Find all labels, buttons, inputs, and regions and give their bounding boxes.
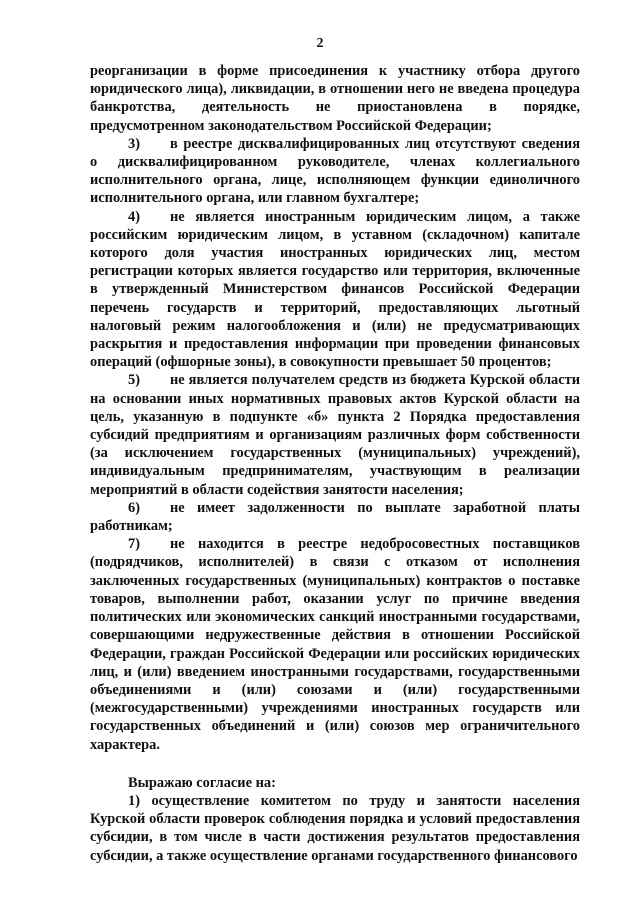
list-item-3 <box>90 135 580 208</box>
list-item-5 <box>90 371 580 498</box>
paragraph-continuation <box>90 62 580 135</box>
list-item-text: не находится в реестре недобросовестных поставщиков (подрядчиков, исполнителей) в связи с отказом от исполнения заключенных государственных (муниципальных) контрактов о поставке товаров, выполнении работ, оказании услуг по причине введения политических или экономических санкций иностранными государствами, совершающими недружественные действия в отношении Российской Федерации, граждан Российской Федерации или российских юридических лиц, и (или) введением иностранными государствами, государственными объединениями и (или) союзами и (или) государственными (межгосударственными) учреждениями иностранных государств или государственных объединений и (или) союзов мер ограничительного характера. <box>90 536 580 753</box>
list-item-text: не имеет задолженности по выплате заработной платы работникам; <box>90 499 580 535</box>
list-item-6 <box>90 499 580 535</box>
page-number: 2 <box>316 36 324 51</box>
list-item-7 <box>90 535 580 753</box>
section-spacer <box>90 754 580 774</box>
list-item-number: 4) <box>128 208 140 225</box>
list-item-number: 7) <box>128 536 140 553</box>
consent-heading: Выражаю согласие на: <box>128 774 276 791</box>
document-body <box>90 62 580 865</box>
paragraph-text: реорганизации в форме присоединения к участнику отбора другого юридического лица), ликвидации, в отношении него не введена процедура банкротства, деятельность не приостановлена в порядке, предусмотренном законодательством Российской Федерации; <box>90 63 580 134</box>
list-item-number: 5) <box>128 372 140 389</box>
list-item-number: 6) <box>128 499 140 516</box>
consent-item-1: 1) осуществление комитетом по труду и занятости населения Курской области проверок соблюдения порядка и условий предоставления субсидии, в том числе в части достижения результатов предоставления субсидии, а также осуществление органами государственного финансового <box>90 792 580 864</box>
list-item-4 <box>90 208 580 372</box>
list-item-text: не является иностранным юридическим лицом, а также российским юридическим лицом, в уставном (складочном) капитале которого доля участия иностранных юридических лиц, местом регистрации которых является государство или территория, включенные в утвержденный Министерством финансов Российской Федерации перечень государств и территорий, предоставляющих льготный налоговый режим налогообложения и (или) не предусматривающих раскрытия и предоставления информации при проведении финансовых операций (офшорные зоны), в совокупности превышает 50 процентов; <box>90 208 580 371</box>
list-item-text: не является получателем средств из бюджета Курской области на основании иных нормативных правовых актов Курской области на цель, указанную в подпункте «б» пункта 2 Порядка предоставления субсидий предприятиям и организациям различных форм собственности (за исключением государственных (муниципальных) учреждений), индивидуальным предпринимателям, участвующим в реализации мероприятий в области содействия занятости населения; <box>90 372 580 498</box>
list-item-number: 3) <box>128 135 140 152</box>
list-item-text: в реестре дисквалифицированных лиц отсутствуют сведения о дисквалифицированном руководителе, членах коллегиального исполнительного органа, лице, исполняющем функции единоличного исполнительного органа, или главном бухгалтере; <box>90 135 580 207</box>
